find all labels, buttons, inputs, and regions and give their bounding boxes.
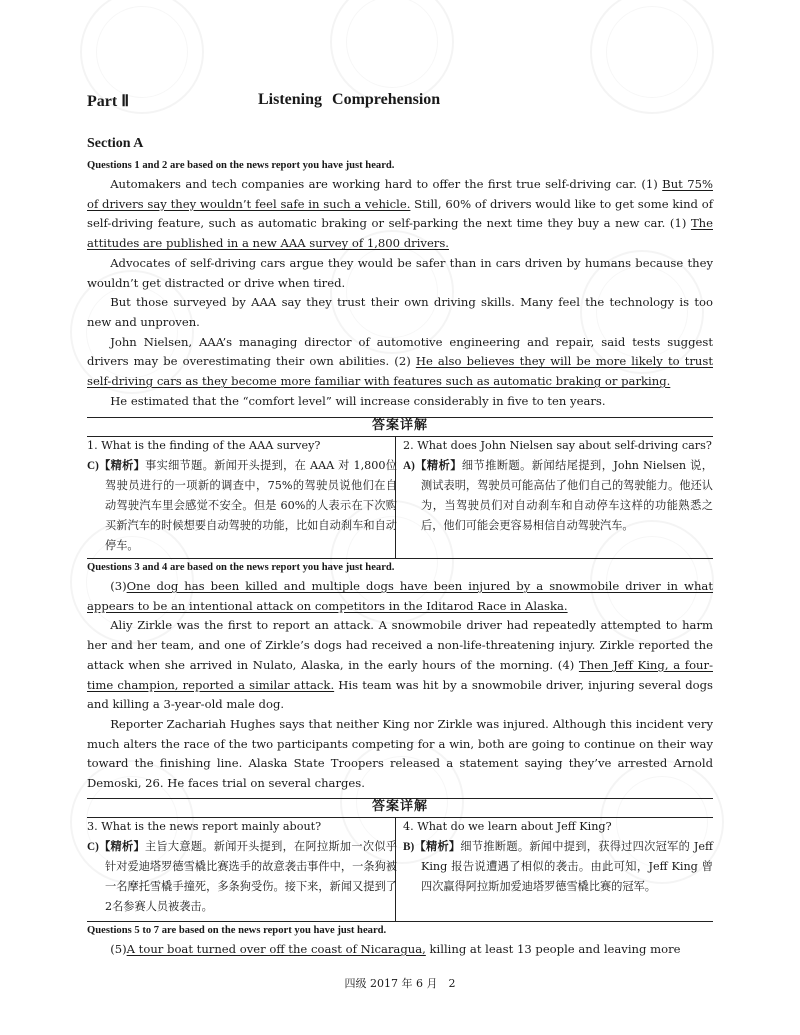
explanation: C)【精析】主旨大意题。新闻开头提到，在阿拉斯加一次似乎针对爱迪塔罗德雪橇比赛选手的故意袭击事件中，一条狗被一名摩托雪橇手撞死，多条狗受伤。接下来，新闻又提到了2名参赛人员被袭击。 — [87, 838, 397, 913]
paragraph: (3)One dog has been killed and multiple dogs have been injured by a snowmobile driver in what appears to be an intentional attack on competitors in the Iditarod Race in Alaska. — [87, 579, 713, 613]
paragraph: Reporter Zachariah Hughes says that neither King nor Zirkle was injured. Although this incident very much alters the race of the two participants competing for a win, both are going to continue on their way toward the finishing line. Alaska State Troopers released a statement saying they’ve arrested Arnold Demoski, 26. He faces trial on several charges. — [87, 716, 713, 791]
paragraph: (5)A tour boat turned over off the coast of Nicaragua, killing at least 13 people and leaving more — [110, 942, 681, 956]
question-text: 1. What is the finding of the AAA survey? — [87, 439, 321, 452]
answer-q3 — [87, 817, 397, 917]
news-report-3 — [87, 922, 713, 960]
questions-1-2-heading: Questions 1 and 2 are based on the news report you have just heard. — [87, 160, 395, 171]
section-title: Section A — [87, 136, 144, 151]
key-sentence: Then Jeff King, a four-time champion, reported a similar attack. — [87, 657, 713, 692]
answers-heading: 答案详解 — [87, 417, 713, 437]
news-report-2 — [87, 559, 713, 794]
news-report-1 — [87, 157, 713, 411]
key-sentence: He also believes they will be more likely to trust self-driving cars as they become more familiar with features such as automatic braking or parking. — [87, 354, 713, 389]
question-text: 2. What does John Nielsen say about self-driving cars? — [403, 439, 712, 452]
answers-heading: 答案详解 — [87, 798, 713, 818]
part-title: Listening Comprehension — [258, 91, 441, 108]
explanation: A)【精析】细节推断题。新闻结尾提到，John Nielsen 说，测试表明，驾驶员可能高估了他们自己的驾驶能力。他还认为，当驾驶员们对自动刹车和自动停车这样的功能熟悉之后，他们可能会更容易相信自动驾驶汽车。 — [403, 457, 713, 532]
paragraph: But those surveyed by AAA say they trust their own driving skills. Many feel the technology is too new and unproven. — [87, 295, 713, 329]
question-text: 3. What is the news report mainly about? — [87, 820, 322, 833]
paragraph: Advocates of self-driving cars argue they would be safer than in cars driven by humans because they wouldn’t get distracted or drive when tired. — [87, 255, 713, 290]
part-heading — [87, 91, 713, 113]
answer-q1 — [87, 436, 397, 555]
watermark-stamp — [330, 0, 454, 104]
key-sentence: The attitudes are published in a new AAA survey of 1,800 drivers. — [87, 216, 713, 251]
page-footer: 四级 2017 年 6 月 2 — [344, 977, 456, 990]
question-text: 4. What do we learn about Jeff King? — [403, 820, 612, 833]
key-sentence: A tour boat turned over off the coast of Nicaragua, — [126, 942, 426, 956]
paragraph: John Nielsen, AAA’s managing director of automotive engineering and repair, said tests suggest drivers may be overestimating their own abilities. (2) He also believes they will be more likely to trust self-driving cars as they become more familiar with features such as automatic braking or parking. — [87, 334, 713, 389]
answer-q2 — [403, 436, 713, 536]
questions-3-4-heading: Questions 3 and 4 are based on the news report you have just heard. — [87, 562, 395, 573]
paragraph: Aliy Zirkle was the first to report an attack. A snowmobile driver had repeatedly attempted to harm her and her team, and one of Zirkle’s dogs had received a non-life-threatening injury. Zirkle reported the attack when she arrived in Nulato, Alaska, in the early hours of the morning. (4) Then Jeff King, a four-time champion, reported a similar attack. His team was hit by a snowmobile driver, injuring several dogs and killing a 3-year-old male dog. — [87, 618, 713, 712]
key-sentence: One dog has been killed and multiple dogs have been injured by a snowmobile driver in what appears to be an intentional attack on competitors in the Iditarod Race in Alaska. — [87, 579, 713, 613]
answer-q4 — [403, 817, 713, 897]
explanation: C)【精析】事实细节题。新闻开头提到，在 AAA 对 1,800位驾驶员进行的一项新的调查中，75%的驾驶员说他们在自动驾驶汽车里会感觉不安全。但是 60%的人表示在下次购买新汽车的时候想要自动驾驶的功能，比如自动刹车和自动停车。 — [87, 457, 397, 552]
paragraph: Automakers and tech companies are working hard to offer the first true self-driving car. (1) But 75% of drivers say they wouldn’t feel safe in such a vehicle. Still, 60% of drivers would like to get some kind of self-driving feature, such as automatic braking or self-parking the next time they buy a new car. (1) The attitudes are published in a new AAA survey of 1,800 drivers. — [87, 177, 713, 251]
answer-explanations-3-4 — [87, 817, 713, 922]
questions-5-7-heading: Questions 5 to 7 are based on the news report you have just heard. — [87, 925, 387, 936]
paragraph: He estimated that the “comfort level” will increase considerably in five to ten years. — [110, 393, 606, 408]
part-label: Part Ⅱ — [87, 93, 130, 110]
explanation: B)【精析】细节推断题。新闻中提到，获得过四次冠军的 Jeff King 报告说遭遇了相似的袭击。由此可知，Jeff King 曾四次赢得阿拉斯加爱迪塔罗德雪橇比赛的冠军。 — [403, 838, 713, 894]
answer-explanations-1-2 — [87, 436, 713, 559]
key-sentence: But 75% of drivers say they wouldn’t feel safe in such a vehicle. — [87, 177, 713, 211]
